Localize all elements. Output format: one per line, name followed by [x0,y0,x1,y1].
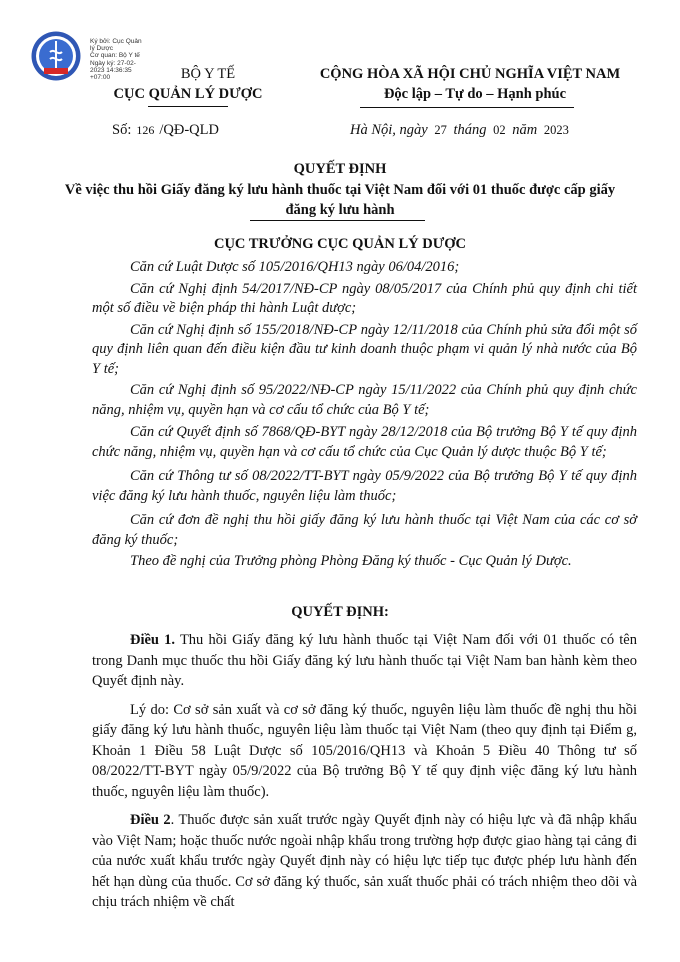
doc-number-prefix: Số: [112,122,132,138]
article-2-label: Điều 2 [130,812,171,828]
decision-body [92,630,637,921]
subject-underline [250,220,425,221]
document-title: QUYẾT ĐỊNH [293,161,387,177]
article-1 [92,630,637,692]
article-1-label: Điều 1. [130,632,176,648]
signature-line: 2023 14:36:35 [90,66,132,74]
date-day: 27 [434,123,447,137]
signature-line: Ký bởi: Cục Quản [90,38,142,45]
legal-basis: Căn cứ đơn đề nghị thu hồi giấy đăng ký lưu hành thuốc tại Việt Nam của các cơ sở đăng ký thuốc; [92,512,637,548]
signature-line: Ngày ký: 27-02- [90,59,136,67]
signature-line: Cơ quan: Bộ Y tế [90,52,140,60]
month-word: tháng [453,122,487,138]
legal-basis: Căn cứ Nghị định số 95/2022/NĐ-CP ngày 15/11/2022 của Chính phủ quy định chức năng, nhiệm vụ, quyền hạn và cơ cấu tổ chức của Bộ Y tế; [92,382,637,418]
agency-name: CỤC QUẢN LÝ DƯỢC [113,86,263,102]
doc-number-value: 126 [136,123,155,137]
date-month: 02 [493,123,506,137]
place-date [350,122,572,139]
year-word: năm [512,122,538,138]
decision-heading: QUYẾT ĐỊNH: [291,604,389,620]
agency-underline [148,106,228,107]
motto-underline [360,107,574,108]
ministry-seal-icon [30,30,82,82]
legal-basis: Theo đề nghị của Trưởng phòng Phòng Đăng ký thuốc - Cục Quản lý Dược. [130,553,572,569]
national-title: CỘNG HÒA XÃ HỘI CHỦ NGHĨA VIỆT NAM [319,66,621,82]
article-2-text: . Thuốc được sản xuất trước ngày Quyết định này có hiệu lực và đã nhập khẩu vào Việt Nam; hoặc thuốc nước ngoài nhập khẩu trong trường hợp được giao hàng tại cảng đi của nước xuất khẩu trước ngày Quyết định này có hiệu lực tiếp tục được phép lưu hành đến hết hạn dùng của thuốc. Cơ sở đăng ký thuốc, sản xuất thuốc phải có trách nhiệm theo dõi và chịu trách nhiệm về chất [92,812,637,910]
legal-basis: Căn cứ Thông tư số 08/2022/TT-BYT ngày 05/9/2022 của Bộ trưởng Bộ Y tế quy định việc đăng ký lưu hành thuốc, nguyên liệu làm thuốc; [92,468,637,504]
legal-bases [92,258,637,574]
document-subject: Về việc thu hồi Giấy đăng ký lưu hành thuốc tại Việt Nam đối với 01 thuốc được cấp giấy đăng ký lưu hành [64,182,616,218]
issuer-title: CỤC TRƯỞNG CỤC QUẢN LÝ DƯỢC [213,236,466,252]
document-number [112,122,219,139]
signature-line: +07:00 [90,74,111,82]
article-1-text: Thu hồi Giấy đăng ký lưu hành thuốc tại Việt Nam đối với 01 thuốc có tên trong Danh mục thuốc thu hồi Giấy đăng ký lưu hành thuốc tại Việt Nam ban hành kèm theo Quyết định này. [92,632,637,689]
legal-basis: Căn cứ Quyết định số 7868/QĐ-BYT ngày 28/12/2018 của Bộ trưởng Bộ Y tế quy định chức năng, nhiệm vụ, quyền hạn và cơ cấu tổ chức của Cục Quản lý dược thuộc Bộ Y tế; [92,424,637,460]
date-year: 2023 [543,123,569,137]
ministry-name: BỘ Y TẾ [180,66,236,82]
national-motto: Độc lập – Tự do – Hạnh phúc [383,86,567,102]
signature-line: lý Dược [90,45,114,53]
place-prefix: Hà Nội, ngày [350,122,428,138]
legal-basis: Căn cứ Nghị định 54/2017/NĐ-CP ngày 08/05/2017 của Chính phủ quy định chi tiết một số điều về biện pháp thi hành Luật dược; [92,280,637,316]
reason-paragraph: Lý do: Cơ sở sản xuất và cơ sở đăng ký thuốc, nguyên liệu làm thuốc đề nghị thu hồi giấy đăng ký lưu hành thuốc, nguyên liệu làm thuốc tại Việt Nam (theo quy định tại Điểm g, Khoản 1 Điều 58 Luật Dược số 105/2016/QH13 và Khoản 5 Điều 40 Thông tư số 08/2022/TT-BYT ngày 05/9/2022 của Bộ trưởng Bộ Y tế quy định việc đăng ký lưu hành thuốc, nguyên liệu làm thuốc). [92,701,637,800]
legal-basis: Căn cứ Nghị định số 155/2018/NĐ-CP ngày 12/11/2018 của Chính phủ sửa đổi một số quy định liên quan đến điều kiện đầu tư kinh doanh thuộc phạm vi quản lý nhà nước của Bộ Y tế; [92,321,637,377]
article-2 [92,810,637,913]
doc-number-suffix: /QĐ-QLD [159,122,219,138]
legal-basis: Căn cứ Luật Dược số 105/2016/QH13 ngày 06/04/2016; [130,259,460,275]
